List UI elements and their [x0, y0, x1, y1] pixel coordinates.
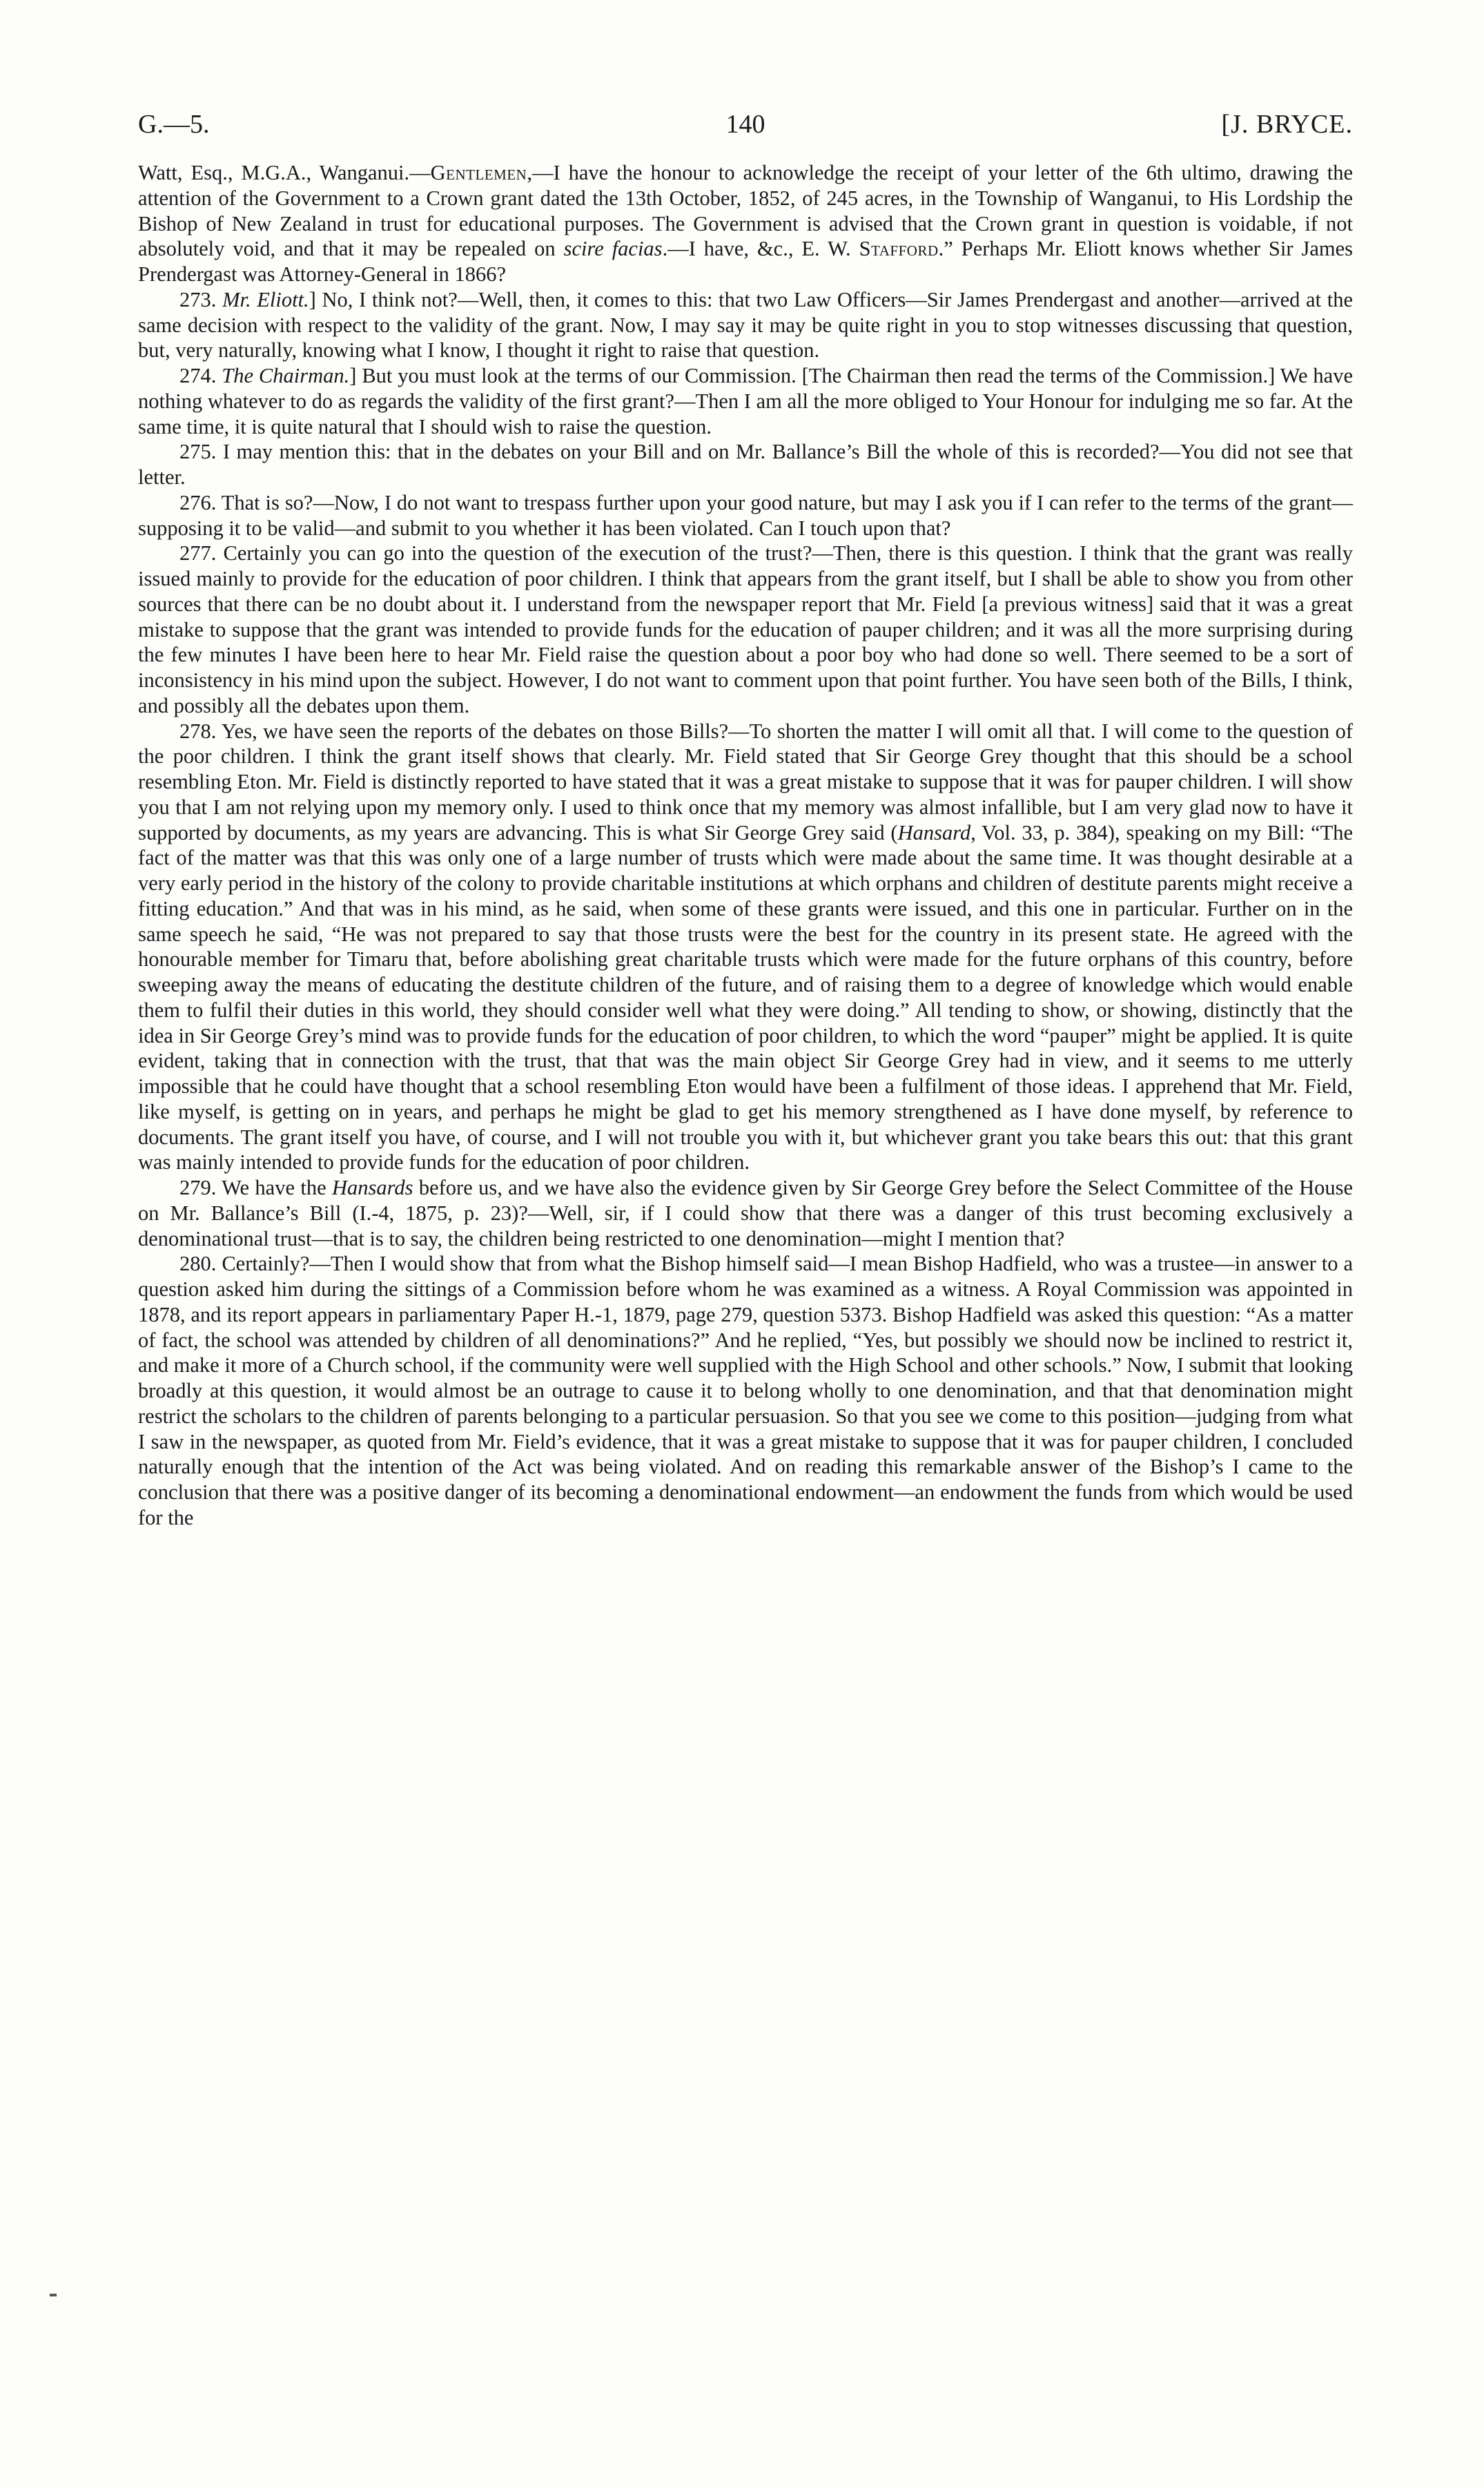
paragraph-277: 277. Certainly you can go into the question of the execution of the trust?—Then, there is this question. I think that the grant was really issued mainly to provide for the education of poor children. I think that appears from the grant itself, but I shall be able to show you from other sources that there can be no doubt about it. I understand from the newspaper report that Mr. Field [a previous witness] said that it was a great mistake to suppose that the grant was intended to provide funds for the education of pauper children; and it was all the more surprising during the few minutes I have been here to hear Mr. Field raise the question about a poor boy who had done so well. There seemed to be a sort of inconsistency in his mind upon the subject. However, I do not want to comment upon that point further. You have seen both of the Bills, I think, and possibly all the debates upon them.	[138, 541, 1353, 717]
paragraph-273: 273. Mr. Eliott.] No, I think not?—Well, then, it comes to this: that two Law Officers—Sir James Prendergast and another—arrived at the same decision with respect to the validity of the grant. Now, I may say it may be quite right in you to stop witnesses discussing that question, but, very naturally, knowing what I know, I thought it right to raise that question.	[138, 287, 1353, 362]
paragraph-280: 280. Certainly?—Then I would show that from what the Bishop himself said—I mean Bishop Hadfield, who was a trustee—in answer to a question asked him during the sittings of a Commission before whom he was examined as a witness. A Royal Commission was appointed in 1878, and its report appears in parliamentary Paper H.-1, 1879, page 279, question 5373. Bishop Hadfield was asked this question: “As a matter of fact, the school was attended by children of all denominations?” And he replied, “Yes, but possibly we should now be inclined to restrict it, and make it more of a Church school, if the community were well supplied with the High School and other schools.” Now, I submit that looking broadly at this question, it would almost be an outrage to cause it to belong wholly to one denomination, and that that denomination might restrict the scholars to the children of parents belonging to a particular persuasion. So that you see we come to this position—judging from what I saw in the newspaper, as quoted from Mr. Field’s evidence, that it was a great mistake to suppose that it was for pauper children, I concluded naturally enough that the intention of the Act was being violated. And on reading this remarkable answer of the Bishop’s I came to the conclusion that there was a positive danger of its becoming a denominational endowment—an endowment the funds from which would be used for the	[138, 1252, 1353, 1529]
paragraph-276: 276. That is so?—Now, I do not want to trespass further upon your good nature, but may I ask you if I can refer to the terms of the grant—supposing it to be valid—and submit to you whether it has been violated. Can I touch upon that?	[138, 490, 1353, 540]
speaker: Mr. Eliott.	[222, 287, 309, 311]
page-number: 140	[725, 110, 765, 139]
paragraph-275: 275. I may mention this: that in the debates on your Bill and on Mr. Ballance’s Bill the whole of this is recorded?—You did not see that letter.	[138, 440, 1353, 489]
document-reference: G.—5.	[138, 110, 210, 139]
salutation: Gentlemen	[430, 161, 527, 184]
speaker: The Chairman.	[222, 364, 350, 387]
margin-mark	[50, 2294, 57, 2296]
paragraph-274: 274. The Chairman.] But you must look at the terms of our Commission. [The Chairman then read the terms of the Commission.] We have nothing whatever to do as regards the validity of the first grant?—Then I am all the more obliged to Your Honour for indulging me so far. At the same time, it is quite natural that I should wish to raise the question.	[138, 364, 1353, 438]
letter-continuation: Watt, Esq., M.G.A., Wanganui.—Gentlemen,—I have the honour to acknowledge the receipt of your letter of the 6th ultimo, drawing the attention of the Government to a Crown grant dated the 13th October, 1852, of 245 acres, in the Township of Wanganui, to His Lordship the Bishop of New Zealand in trust for educational purposes. The Government is advised that the Crown grant in question is voidable, if not absolutely void, and that it may be repealed on scire facias.—I have, &c., E. W. Stafford.” Perhaps Mr. Eliott knows whether Sir James Prendergast was Attorney-General in 1866?	[138, 161, 1354, 286]
publication-title: Hansards	[331, 1176, 413, 1199]
paragraph-278: 278. Yes, we have seen the reports of the debates on those Bills?—To shorten the matter I will omit all that. I will come to the question of the poor children. I think the grant itself shows that clearly. Mr. Field stated that Sir George Grey thought that this should be a school resembling Eton. Mr. Field is distinctly reported to have stated that it was a great mistake to suppose that it was for pauper children. I will show you that I am not relying upon my memory only. I used to think once that my memory was almost infallible, but I am very glad now to have it supported by documents, as my years are advancing. This is what Sir George Grey said (Hansard, Vol. 33, p. 384), speaking on my Bill: “The fact of the matter was that this was only one of a large number of trusts which were made about the same time. It was thought desirable at a very early period in the history of the colony to provide charitable institutions at which orphans and children of destitute parents might receive a fitting education.” And that was in his mind, as he said, when some of these grants were issued, and this one in particular. Further on in the same speech he said, “He was not prepared to say that those trusts were the best for the country in its present state. He agreed with the honourable member for Timaru that, before abolishing great charitable trusts which were made for the future orphans of this country, before sweeping away the means of educating the destitute children of the future, and of raising them to a degree of knowledge which would enable them to fulfil their duties in this world, they should consider well what they were doing.” All tending to show, or showing, distinctly that the idea in Sir George Grey’s mind was to provide funds for the education of poor children, to which the word “pauper” might be applied. It is quite evident, taking that in connection with the trust, that that was the main object Sir George Grey had in view, and it seems to me utterly impossible that he could have thought that a school resembling Eton would have been a fulfilment of those ideas. I apprehend that Mr. Field, like myself, is getting on in years, and perhaps he might be glad to get his memory strengthened as I have done myself, by reference to documents. The grant itself you have, of course, and I will not trouble you with it, but whichever grant you take bears this out: that this grant was mainly intended to provide funds for the education of poor children.	[138, 719, 1353, 1174]
witness-name: [J. BRYCE.	[1221, 110, 1353, 139]
publication-title: Hansard	[897, 820, 971, 844]
running-head	[138, 104, 1353, 145]
paragraph-279: 279. We have the Hansards before us, and we have also the evidence given by Sir George Grey before the Select Committee of the House on Mr. Ballance’s Bill (I.-4, 1875, p. 23)?—Well, sir, if I could show that there was a danger of this trust becoming exclusively a denominational trust—that is to say, the children being restricted to one denomination—might I mention that?	[138, 1176, 1353, 1250]
body-text	[138, 160, 1353, 1531]
signatory: Stafford	[859, 237, 939, 261]
latin-term: scire facias	[563, 237, 663, 261]
